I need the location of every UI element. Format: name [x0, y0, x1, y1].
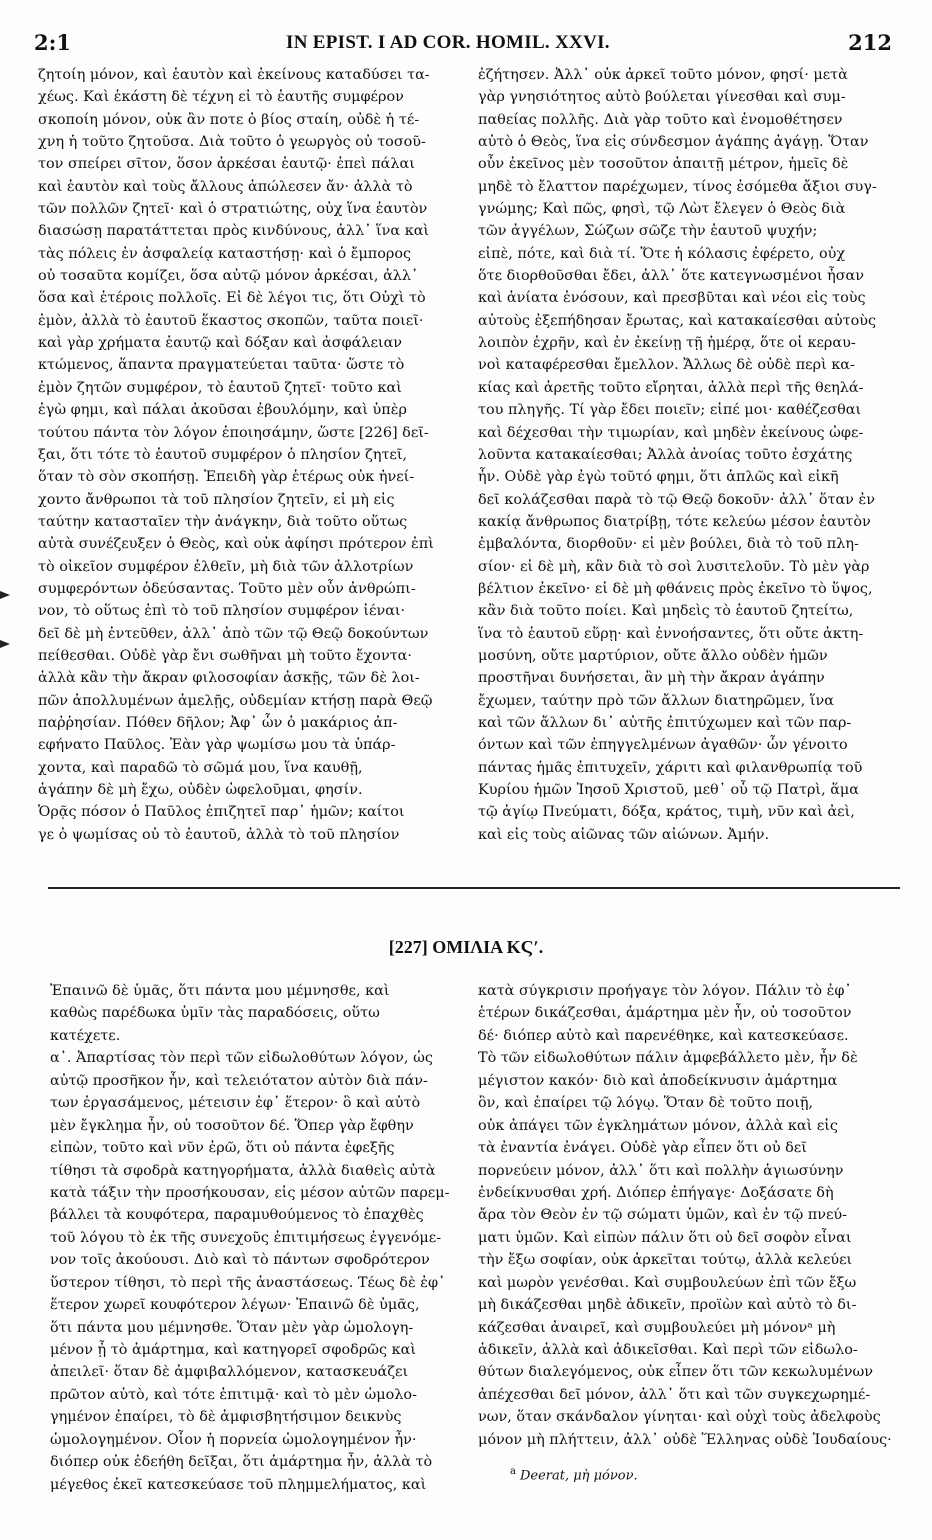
text-line: πορνεύειν μόνον, ἀλλ᾽ ὅτι καὶ πολλὴν ἁγιωσύνην — [478, 1162, 844, 1179]
text-line: δέ· διόπερ αὐτὸ καὶ παρενέθηκε, καὶ κατεσκεύασε. — [478, 1027, 849, 1044]
text-line: ταύτην κατασταῖεν τὴν ἀνάγκην, διὰ τοῦτο οὕτως — [38, 513, 408, 530]
text-line: οὐκ ἀπάγει τῶν ἐγκλημάτων μόνον, ἀλλὰ καὶ εἰς — [478, 1117, 838, 1134]
text-line: κίας καὶ ἀρετῆς τοῦτο εἴρηται, ἀλλὰ περὶ τῆς θεηλά- — [478, 379, 864, 396]
text-line: Ὁρᾷς πόσον ὁ Παῦλος ἐπιζητεῖ παρ᾽ ἡμῶν; καίτοι — [38, 804, 405, 821]
text-line: μόνον μὴ πλήττειν, ἀλλ᾽ οὐδὲ Ἕλληνας οὐδὲ Ἰουδαίους· — [478, 1431, 892, 1448]
text-line: ἀπειλεῖ· ὅταν δὲ ἀμφιβαλλόμενον, κατασκευάζει — [50, 1364, 409, 1381]
text-line: γε ὁ ψωμίσας οὐ τὸ ἑαυτοῦ, ἀλλὰ τὸ τοῦ πλησίον — [38, 826, 400, 843]
text-line: νον, τὸ οὕτως ἐπὶ τὸ τοῦ πλησίον συμφέρον ἰέναι· — [38, 603, 406, 620]
running-header — [0, 30, 932, 64]
text-line: προστῆναι δυνήσεται, ἂν μὴ τὴν ἄκραν ἀγάπην — [478, 670, 825, 687]
text-line: παῤῥησίαν. Πόθεν δῆλον; Ἀφ᾽ ὧν ὁ μακάριος ἀπ- — [38, 714, 398, 731]
text-line: ξαι, ὅτι τότε τὸ ἑαυτοῦ συμφέρον ὁ πλησίον ζητεῖ, — [38, 446, 408, 463]
text-line: γὰρ γνησιότητος αὐτὸ βούλεται γίνεσθαι καὶ συμ- — [478, 89, 846, 106]
text-line: τῶν ἀγγέλων, Σώζων σῶζε τὴν ἑαυτοῦ ψυχήν; — [478, 223, 818, 240]
text-line: ὡμολογημένον. Οἷον ἡ πορνεία ὡμολογημένον ἦν· — [50, 1431, 417, 1448]
text-line: τίθησι τὰ σφοδρὰ κατηγορήματα, ἀλλὰ διαθεὶς αὐτὰ — [50, 1162, 436, 1179]
footnote-text: Deerat, μὴ μόνον. — [519, 1468, 638, 1484]
text-line: ἀπέχεσθαι δεῖ μόνον, ἀλλ᾽ ὅτι καὶ τῶν συγκεχωρημέ- — [478, 1386, 871, 1403]
text-line: α᾽. Ἀπαρτίσας τὸν περὶ τῶν εἰδωλοθύτων λόγον, ὡς — [50, 1050, 433, 1067]
text-line: Ἐπαινῶ δὲ ὑμᾶς, ὅτι πάντα μου μέμνησθε, καὶ — [50, 983, 390, 999]
text-line: των ἐργασάμενος, μέτεισιν ἐφ᾽ ἕτερον· ὃ καὶ αὐτὸ — [50, 1095, 421, 1112]
text-line: μένον ᾖ τὸ ἁμάρτημα, καὶ κατηγορεῖ σφοδρῶς καὶ — [50, 1342, 417, 1358]
text-line: βάλλει τὰ κουφότερα, παραμυθούμενος τὸ ἐπαχθὲς — [50, 1207, 424, 1224]
text-line: κατὰ τάξιν τὴν προσήκουσαν, εἰς μέσον αὐτῶν παρεμ- — [50, 1184, 450, 1201]
text-line: μὲν ἔγκλημα ἦν, οὐ τοσοῦτον δέ. Ὅπερ γὰρ ἔφθην — [50, 1117, 414, 1134]
text-line: αὐτὸ ὁ Θεὸς, ἵνα εἰς σύνδεσμον ἀγάπης ἀγάγῃ. Ὅταν — [478, 134, 869, 151]
text-line: κτώμενος, ἅπαντα πραγματεύεται ταῦτα· ὥστε τὸ — [38, 357, 405, 374]
text-line: ἕτερον χωρεῖ κουφότερον λέγων· Ἐπαινῶ δὲ ὑμᾶς, — [50, 1297, 420, 1314]
text-line: πείθεσθαι. Οὐδὲ γὰρ ἔνι σωθῆναι μὴ τοῦτο ἔχοντα· — [38, 647, 412, 664]
text-line: πρῶτον αὐτὸ, καὶ τότε ἐπιτιμᾷ· καὶ τὸ μὲν ὡμολο- — [50, 1386, 417, 1403]
text-line: πάντας ἡμᾶς ἐπιτυχεῖν, χάριτι καὶ φιλανθρωπίᾳ τοῦ — [478, 759, 863, 776]
text-line: θύτων διαλεγόμενος, οὐκ εἶπεν ὅτι τῶν κεκωλυμένων — [478, 1364, 873, 1381]
text-line: ὂν, καὶ ἐπαίρει τῷ λόγῳ. Ὅταν δὲ τοῦτο ποιῇ, — [478, 1095, 814, 1112]
text-line: γνώμης; Καὶ πῶς, φησὶ, τῷ Λὼτ ἔλεγεν ὁ Θεὸς διὰ — [478, 201, 846, 218]
text-line: ἐνδείκνυσθαι χρή. Διόπερ ἐπήγαγε· Δοξάσατε δὴ — [478, 1184, 834, 1201]
text-line: ἐγὼ φημι, καὶ πάλαι ἀκοῦσαι ἐβουλόμην, καὶ ὑπὲρ — [38, 402, 407, 419]
text-line: κάζεσθαι ἀναιρεῖ, καὶ συμβουλεύει μὴ μόνονᵃ μὴ — [478, 1319, 836, 1336]
text-line: διόπερ οὐκ ἐδεήθη δεῖξαι, ὅτι ἁμάρτημα ἦν, ἀλλὰ τὸ — [50, 1454, 433, 1471]
text-line: σίον· εἰ δὲ μὴ, κἂν διὰ τὸ σοὶ λυσιτελοῦν. Τὸ μὲν γὰρ — [478, 558, 870, 575]
text-line: οὖν ἐκεῖνος μὲν τοσοῦτον ἀπαιτῇ μέτρον, ἡμεῖς δὲ — [478, 156, 849, 173]
text-line: χοντα, καὶ παραδῶ τὸ σῶμά μου, ἵνα καυθῇ, — [38, 759, 363, 776]
text-line: ἀδικεῖν, ἀλλὰ καὶ ἀδικεῖσθαι. Καὶ περὶ τῶν εἰδωλο- — [478, 1342, 858, 1358]
running-title: IN EPIST. I AD COR. HOMIL. XXVI. — [286, 32, 610, 53]
text-line: τούτου πάντα τὸν λόγον ἐποιησάμην, ὥστε [226] δεῖ- — [38, 424, 429, 441]
text-line: τὰς πόλεις ἐν ἀσφαλείᾳ καταστήσῃ· καὶ ὁ ἔμπορος — [38, 245, 412, 262]
text-line: μὴ δικάζεσθαι μηδὲ ἀδικεῖν, προϊὼν καὶ αὐτὸ τὸ δι- — [478, 1297, 857, 1314]
text-line: ἦν. Οὐδὲ γὰρ ἐγὼ τοῦτό φημι, ὅτι ἁπλῶς καὶ εἰκῆ — [478, 469, 839, 486]
text-line: τὴν ἔξω σοφίαν, οὐκ ἀρκεῖται τούτῳ, ἀλλὰ κελεύει — [478, 1252, 853, 1269]
text-line: κἂν διὰ τοῦτο ποίει. Καὶ μηδεὶς τὸ ἑαυτοῦ ζητείτω, — [478, 603, 854, 620]
text-line: δεῖ κολάζεσθαι παρὰ τὸ τῷ Θεῷ δοκοῦν· ἀλλ᾽ ὅταν ἐν — [478, 491, 875, 508]
text-line: μοσύνη, οὔτε μαρτύριον, οὔτε ἄλλο οὐδὲν ἡμῶν — [478, 647, 828, 664]
text-line: κατὰ σύγκρισιν προήγαγε τὸν λόγον. Πάλιν τὸ ἐφ᾽ — [478, 983, 852, 999]
text-line: ἀγάπην δὲ μὴ ἔχω, οὐδὲν ὠφελοῦμαι, φησίν. — [38, 782, 363, 798]
text-line: ἐμβαλόντα, διορθοῦν· εἰ μὲν βούλει, διὰ τὸ τοῦ πλη- — [478, 536, 859, 553]
text-line: ἐμὸν, ἀλλὰ τὸ ἑαυτοῦ ἕκαστος σκοπῶν, ταῦτα ποιεῖ· — [38, 312, 424, 329]
text-line: τῷ ἁγίῳ Πνεύματι, δόξα, κράτος, τιμὴ, νῦν καὶ ἀεὶ, — [478, 804, 855, 821]
text-line: λοῦντα κατακαίεσθαι; Ἀλλὰ ἀνοίας τοῦτο ἐσχάτης — [478, 446, 853, 463]
homily-title: [227] ΟΜΙΛΙΑ ΚϚʹ. — [388, 937, 544, 957]
text-line: μηδὲ τὸ ἔλαττον παρέχωμεν, τίνος ἐσόμεθα ἄξιοι συγ- — [478, 178, 877, 195]
right-page-number: 212 — [848, 30, 892, 55]
text-line: ὅταν τὸ σὸν σκοπήσῃ. Ἐπειδὴ γὰρ ἑτέρως οὐκ ἠνεί- — [38, 469, 415, 486]
text-line: καὶ δέχεσθαι τὴν τιμωρίαν, καὶ μηδὲν ἐκείνους ὠφε- — [478, 424, 864, 441]
text-line: καὶ μωρὸν γενέσθαι. Καὶ συμβουλεύων ἐπὶ τῶν ἔξω — [478, 1274, 857, 1291]
bottom-right-text-column — [478, 980, 898, 1451]
text-line: καθὼς παρέδωκα ὑμῖν τὰς παραδόσεις, οὕτω — [50, 1005, 380, 1022]
text-line: λοιπὸν ἐχρῆν, καὶ ἐν ἐκείνῃ τῇ ἡμέρᾳ, ὅτε οἱ κεραυ- — [478, 335, 856, 352]
text-line: ὅτε διορθοῦσθαι ἔδει, ἀλλ᾽ ὅτε κατεγνωσμένοι ἦσαν — [478, 268, 864, 285]
text-line: μέγεθος ἐκεῖ κατεσκεύασε τοῦ πλημμελήματος, καὶ — [50, 1476, 427, 1493]
text-line: καὶ γὰρ χρήματα ἑαυτῷ καὶ δόξαν καὶ ἀσφάλειαν — [38, 335, 403, 352]
margin-arrow-icon — [0, 591, 10, 599]
section-divider — [48, 887, 900, 889]
footnote-marker: a — [510, 1466, 516, 1477]
text-line: ματι ὑμῶν. Καὶ εἰπὼν πάλιν ὅτι οὐ δεῖ σοφὸν εἶναι — [478, 1229, 852, 1246]
text-line: ἐμὸν ζητῶν συμφέρον, τὸ ἑαυτοῦ ζητεῖ· τοῦτο καὶ — [38, 379, 402, 396]
bottom-left-text-column — [50, 980, 468, 1496]
text-line: Τὸ τῶν εἰδωλοθύτων πάλιν ἀμφεβάλλετο μὲν, ἦν δὲ — [478, 1050, 858, 1067]
text-line: ἀλλὰ κἂν τὴν ἄκραν φιλοσοφίαν ἀσκῇς, τῶν δὲ λοι- — [38, 670, 420, 687]
text-line: εφήνατο Παῦλος. Ἐὰν γὰρ ψωμίσω μου τὰ ὑπάρ- — [38, 737, 396, 754]
text-line: νοὶ καταφέρεσθαι ἔμελλον. Ἄλλως δὲ οὐδὲ περὶ κα- — [478, 357, 855, 374]
text-line: σκοποίη μόνον, οὐκ ἂν ποτε ὁ βίος σταίη, οὐδὲ ἡ τέ- — [38, 111, 420, 128]
text-line: συμφερόντων ὁδεύσαντας. Τοῦτο μὲν οὖν ἀνθρώπι- — [38, 580, 416, 597]
text-line: τον σπείρει σῖτον, ὅσον ἀρκέσαι ἑαυτῷ· ἐπεὶ πάλαι — [38, 156, 415, 173]
text-line: τοῦ λόγου τὸ ἐκ τῆς συνεχοῦς ἐπιτιμήσεως ἐγγενόμε- — [50, 1229, 442, 1246]
text-line: χέως. Καὶ ἑκάστη δὲ τέχνη εἰ τὸ ἑαυτῆς συμφέρον — [38, 89, 404, 106]
text-line: παθείας πολλῆς. Διὰ γὰρ τοῦτο καὶ ἐνομοθέτησεν — [478, 111, 843, 128]
text-line: πῶν ἀπολλυμένων ἀμελῇς, οὐδεμίαν κτήσῃ παρὰ Θεῷ — [38, 692, 433, 709]
text-line: του πληγῆς. Τί γὰρ ἔδει ποιεῖν; εἰπέ μοι· καθέζεσθαι — [478, 402, 862, 419]
text-line: τὸ οἰκεῖον συμφέρον ἐλθεῖν, μὴ διὰ τῶν ἀλλοτρίων — [38, 558, 414, 575]
text-line: καὶ ἑαυτὸν καὶ τοὺς ἄλλους ἀπώλεσεν ἄν· ἀλλὰ τὸ — [38, 178, 413, 195]
left-page-number: 2:1 — [34, 30, 71, 55]
text-line: δεῖ δὲ μὴ ἐντεῦθεν, ἀλλ᾽ ἀπὸ τῶν τῷ Θεῷ δοκούντων — [38, 625, 429, 642]
text-line: αὐτῷ προσῆκον ἦν, καὶ τελειότατον αὐτὸν διὰ πάν- — [50, 1072, 428, 1089]
text-line: Κυρίου ἡμῶν Ἰησοῦ Χριστοῦ, μεθ᾽ οὗ τῷ Πατρὶ, ἅμα — [478, 782, 860, 798]
text-line: καὶ ἀνίατα ἐνόσουν, καὶ πρεσβῦται καὶ νέοι εἰς τοὺς — [478, 290, 866, 307]
text-line: χοντο ἄνθρωποι τὰ τοῦ πλησίον ζητεῖν, εἰ μὴ εἰς — [38, 491, 395, 508]
text-line: βέλτιον ἐκεῖνο· εἰ δὲ μὴ φθάνεις πρὸς ἐκεῖνο τὸ ὕψος, — [478, 580, 873, 597]
text-line: αὐτοὺς ἐξεπήδησαν ἔρωτας, καὶ κατακαίεσθαι αὐτοὺς — [478, 312, 877, 329]
text-line: χνη ἡ τοῦτο ζητοῦσα. Διὰ τοῦτο ὁ γεωργὸς οὐ τοσοῦ- — [38, 134, 426, 151]
text-line: κατέχετε. — [50, 1027, 121, 1044]
text-line: αὐτὰ συνέζευξεν ὁ Θεὸς, καὶ οὐκ ἀφίησι πρότερον ἐπὶ — [38, 536, 434, 553]
top-left-text-column — [38, 64, 456, 846]
text-line: ὅτι πάντα μου μέμνησθε. Ὅταν μὲν γὰρ ὡμολογη- — [50, 1319, 414, 1336]
text-line: ὅσα καὶ ἑτέροις πολλοῖς. Εἰ δὲ λέγοι τις, ὅτι Οὐχὶ τὸ — [38, 290, 426, 307]
text-line: οὐ τοσαῦτα κομίζει, ὅσα αὐτῷ μόνον ἀρκέσαι, ἀλλ᾽ — [38, 268, 419, 285]
text-line: ἄρα τὸν Θεὸν ἐν τῷ σώματι ὑμῶν, καὶ ἐν τῷ πνεύ- — [478, 1207, 848, 1224]
text-line: εἰπὼν, τοῦτο καὶ νῦν ἐρῶ, ὅτι οὐ πάντα ἐφεξῆς — [50, 1140, 395, 1157]
text-line: όντων καὶ τῶν ἐπηγγελμένων ἀγαθῶν· ὧν γένοιτο — [478, 737, 848, 754]
text-line: ζητοίη μόνον, καὶ ἑαυτὸν καὶ ἐκείνους καταδύσει τα- — [38, 67, 430, 83]
text-line: μέγιστον κακόν· διὸ καὶ ἀποδείκνυσιν ἁμάρτημα — [478, 1072, 838, 1089]
text-line: ἔχωμεν, ταύτην πρὸ τῶν ἄλλων διατηρῶμεν, ἵνα — [478, 692, 835, 709]
text-line: ἵνα τὸ ἑαυτοῦ εὕρῃ· καὶ ἐννοήσαντες, ὅτι οὔτε ἀκτη- — [478, 625, 864, 642]
text-line: ὕστερον τίθησι, τὸ περὶ τῆς ἀναστάσεως. Τέως δὲ ἐφ᾽ — [50, 1274, 446, 1291]
text-line: τὰ ἐναντία ἐνάγει. Οὐδὲ γὰρ εἶπεν ὅτι οὐ δεῖ — [478, 1140, 807, 1157]
footnote — [510, 1466, 638, 1483]
text-line: νων, ὅταν σκάνδαλον γίνηται· καὶ οὐχὶ τοὺς ἀδελφοὺς — [478, 1409, 881, 1426]
text-line: κακίᾳ ἄνθρωπος διατρίβῃ, τότε κελεύω μέσον ἑαυτὸν — [478, 513, 871, 530]
text-line: διασώσῃ παρατάττεται πρὸς κινδύνους, ἀλλ᾽ ἵνα καὶ — [38, 223, 430, 240]
text-line: καὶ εἰς τοὺς αἰῶνας τῶν αἰώνων. Ἀμήν. — [478, 826, 770, 843]
margin-arrow-icon — [0, 640, 10, 648]
text-line: εἰπὲ, πότε, καὶ διὰ τί. Ὅτε ἡ κόλασις ἐφέρετο, οὐχ — [478, 245, 846, 262]
text-line: τῶν πολλῶν ζητεῖ· καὶ ὁ στρατιώτης, οὐχ ἵνα ἑαυτὸν — [38, 201, 428, 218]
text-line: νον τοῖς ἀκούουσι. Διὸ καὶ τὸ πάντων σφοδρότερον — [50, 1252, 430, 1269]
text-line: γημένον ἐπαίρει, τὸ δὲ ἀμφισβητήσιμον δεικνὺς — [50, 1409, 402, 1426]
top-right-text-column — [478, 64, 898, 846]
text-line: ἐζήτησεν. Ἀλλ᾽ οὐκ ἀρκεῖ τοῦτο μόνον, φησί· μετὰ — [478, 67, 848, 83]
text-line: ἑτέρων δικάζεσθαι, ἁμάρτημα μὲν ἦν, οὐ τοσοῦτον — [478, 1005, 852, 1022]
text-line: καὶ τῶν ἄλλων δι᾽ αὐτῆς ἐπιτύχωμεν καὶ τῶν παρ- — [478, 714, 852, 731]
